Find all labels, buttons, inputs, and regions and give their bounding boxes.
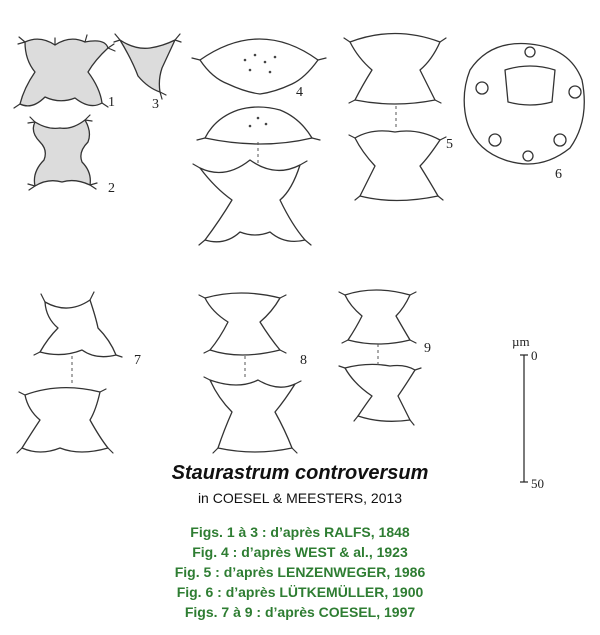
credit-line: Fig. 6 : d’après LÜTKEMÜLLER, 1900 (176, 584, 424, 600)
scale-start-label: 0 (531, 348, 538, 363)
reference-subtitle: in COESEL & MEESTERS, 2013 (197, 490, 403, 506)
fig-2-drawing (28, 115, 97, 190)
fig-8-drawing (199, 293, 301, 453)
fig-6-drawing (464, 44, 584, 164)
fig-number-3: 3 (152, 97, 159, 112)
figure-credits (0, 522, 600, 622)
fig-number-1: 1 (108, 95, 115, 110)
fig-3-drawing (114, 34, 181, 99)
fig-9-drawing (339, 290, 421, 425)
credit-line: Fig. 4 : d’après WEST & al., 1923 (192, 544, 408, 560)
credit-line: Figs. 7 à 9 : d’après COESEL, 1997 (184, 604, 416, 620)
fig-5-drawing (344, 34, 446, 201)
credit-line: Fig. 5 : d’après LENZENWEGER, 1986 (174, 564, 426, 580)
scale-end-label: 50 (531, 476, 544, 491)
fig-number-9: 9 (424, 341, 431, 356)
fig-number-2: 2 (108, 181, 115, 196)
fig-number-8: 8 (300, 353, 307, 368)
fig-4-drawing (192, 39, 326, 245)
credit-line: Figs. 1 à 3 : d’après RALFS, 1848 (190, 524, 410, 540)
fig-number-4: 4 (296, 85, 303, 100)
scale-unit: µm (512, 334, 530, 349)
fig-1-drawing (14, 35, 115, 108)
fig-number-6: 6 (555, 167, 562, 182)
scale-bar (512, 334, 538, 460)
species-title: Staurastrum controversum (171, 462, 429, 484)
fig-7-drawing (17, 292, 122, 453)
fig-number-5: 5 (446, 137, 453, 152)
fig-number-7: 7 (134, 353, 141, 368)
